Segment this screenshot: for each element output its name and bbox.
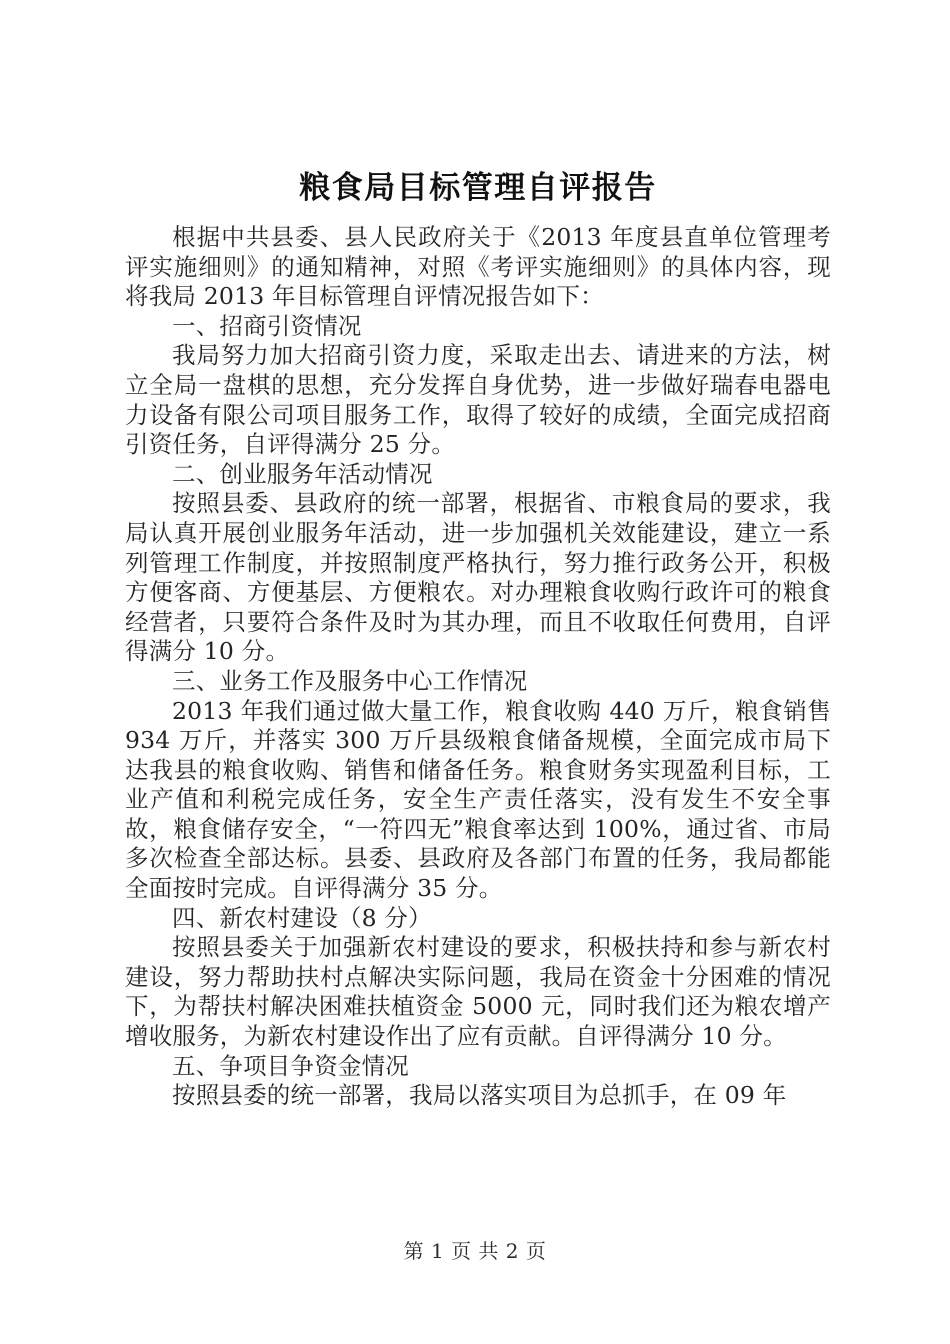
page-title: 粮食局目标管理自评报告: [299, 170, 657, 206]
section-two-body: 按照县委、县政府的统一部署，根据省、市粮食局的要求，我局认真开展创业服务年活动，进一步加强机关效能建设，建立一系列管理工作制度，并按照制度严格执行，努力推行政务公开，积极方便客商、方便基层、方便粮农。对办理粮食收购行政许可的粮食经营者，只要符合条件及时为其办理，而且不收取任何费用，自评得满分 10 分。: [125, 489, 831, 666]
section-heading-three: 三、业务工作及服务中心工作情况: [172, 666, 528, 695]
document-body: [125, 165, 831, 1111]
section-three-body: 2013 年我们通过做大量工作，粮食收购 440 万斤，粮食销售 934 万斤，并落实 300 万斤县级粮食储备规模，全面完成市局下达我县的粮食收购、销售和储备任务。粮食财务实现盈利目标，工业产值和利税完成任务，安全生产责任落实，没有发生不安全事故，粮食储存安全，“一符四无”粮食率达到 100%，通过省、市局多次检查全部达标。县委、县政府及各部门布置的任务，我局都能全面按时完成。自评得满分 35 分。: [125, 696, 831, 903]
section-heading-four: 四、新农村建设（8 分）: [172, 903, 432, 932]
page-number-label: 第 1 页 共 2 页: [403, 1239, 547, 1263]
document-blocks: [125, 223, 831, 1111]
section-heading-two: 二、创业服务年活动情况: [172, 459, 433, 488]
section-heading-five: 五、争项目争资金情况: [172, 1051, 409, 1080]
section-five-body: 按照县委的统一部署，我局以落实项目为总抓手，在 09 年: [172, 1081, 787, 1110]
section-heading-one: 一、招商引资情况: [172, 311, 362, 340]
intro-paragraph: 根据中共县委、县人民政府关于《2013 年度县直单位管理考评实施细则》的通知精神，对照《考评实施细则》的具体内容，现将我局 2013 年目标管理自评情况报告如下：: [125, 223, 831, 311]
section-one-body: 我局努力加大招商引资力度，采取走出去、请进来的方法，树立全局一盘棋的思想，充分发挥自身优势，进一步做好瑞春电器电力设备有限公司项目服务工作，取得了较好的成绩，全面完成招商引资任务，自评得满分 25 分。: [125, 341, 831, 459]
page-footer: [0, 1238, 950, 1264]
section-four-body: 按照县委关于加强新农村建设的要求，积极扶持和参与新农村建设，努力帮助扶村点解决实际问题，我局在资金十分困难的情况下，为帮扶村解决困难扶植资金 5000 元，同时我们还为粮农增产增收服务，为新农村建设作出了应有贡献。自评得满分 10 分。: [125, 933, 831, 1051]
